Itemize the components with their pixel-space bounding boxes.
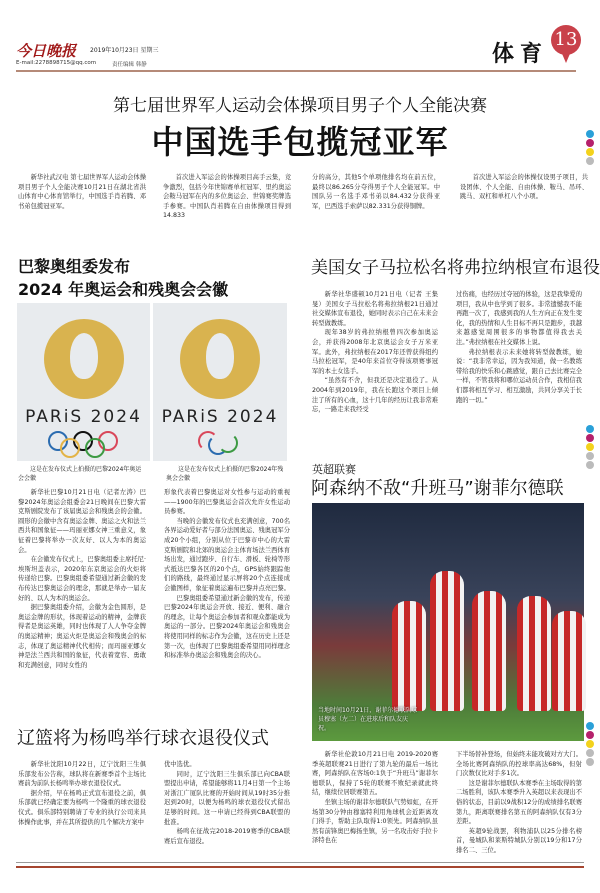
marathon-col-2: 过伤痛，也经历过夺冠的体验，这是我挚爱的项目，我从中也学到了很多。非常遗憾我不能再跑一次了，我感到我的人生方向正在发生变化，我的热情和人生目标不再只是跑步，我越来越感觉周围很多的事物都值得我去关注。”弗拉纳根在社交媒体上说。 弗拉纳根表示未来她将转型做教练，她说：“我非常幸运，因为我知道，做一名教练带给我的快乐和心跳感觉，跟自己去比赛完全一样，不管我将和哪位运动员合作，我相信我们都将相互学习、相互激励，共同分享关于长跑的一切。” xyxy=(456,291,582,404)
page-number-pin-icon xyxy=(551,25,581,55)
match-photo xyxy=(312,503,584,741)
footer-rule-thin xyxy=(16,862,584,863)
header-rule xyxy=(16,70,576,72)
color-registration-dots-icon xyxy=(586,425,594,470)
olympic-rings-icon xyxy=(48,431,120,457)
caption-paralympic: 这是在发布仪式上拍摄的巴黎2024年残奥会会徽 xyxy=(166,466,284,482)
footer-rule xyxy=(16,866,584,868)
liaoning-headline: 辽篮将为杨鸣举行球衣退役仪式 xyxy=(17,728,269,749)
color-registration-dots-icon xyxy=(586,722,594,767)
marathon-col-1: 新华社华盛顿10月21日电（记者 王集旻）美国女子马拉松名将弗拉纳根21日通过社交媒体宣布退役，她同时表示自己在未来会转型做教练。 现年38岁的弗拉纳根曾四次参加奥运会，并获得2008年北京奥运会女子万米亚军。此外，弗拉纳根在2017年还曾获得纽约马拉松冠军，是40年来首位夺得该项赛事冠军的本土女选手。 “虽然有不舍，但我还是决定退役了。从2004年到2019年，我在长跑这个项目上倾注了所有的心血，这十几年的经历让我非常难忘，一路走来我经受 xyxy=(312,291,438,414)
epl-headline: 阿森纳不敌“升班马”谢菲尔德联 xyxy=(311,478,564,499)
page-number: 13 xyxy=(554,29,578,50)
lead-col-2: 首次进入军运会的体操项目高手云集，竞争激烈，包括今年世锦赛单杠冠军、里约奥运会鞍马冠军在内的多位奥运会、世锦赛奖牌选手参赛。中国队肖若腾在自由体操项目得到14.833 xyxy=(163,174,291,220)
marathon-headline: 美国女子马拉松名将弗拉纳根宣布退役 xyxy=(311,258,600,278)
photo-caption: 当地时间10月21日，谢菲尔德联队球员穆塞（左二）在进球后和队友庆祝。 xyxy=(318,707,418,732)
paralympic-agitos-icon xyxy=(184,431,256,457)
issue-date: 2019年10月23日 星期三 xyxy=(90,47,159,54)
epl-col-1: 新华社伦敦10月21日电 2019-2020赛季英超联赛21日进行了第九轮的最后一场比赛，阿森纳队在客场0:1负于“升班马”谢菲尔德联队，保持了5轮的联赛不败纪录就此终结，继续位居联赛第五。 坐镇主场的谢菲尔德联队气势如虹，在开场第30分钟由穆塞特利用角球机会近距离攻门得手，帮助主队取得1:0领先。阿森纳队虽然有前锋奥巴梅扬坐镇，另一名攻击好手拉卡泽特也在 xyxy=(312,751,438,845)
epl-kicker: 英超联赛 xyxy=(312,463,356,476)
paris-headline-2: 2024 年奥运会和残奥会会徽 xyxy=(18,280,229,299)
newspaper-logo: 今日晚报 xyxy=(16,42,77,60)
paralympic-emblem-image: PARiS 2024 xyxy=(153,303,287,461)
lead-headline: 中国选手包揽冠亚军 xyxy=(151,123,449,161)
paris-col-1: 新华社巴黎10月21日电（记者左涛）巴黎2024年奥运会组委会21日晚间在巴黎大雷克斯剧院发布了该届奥运会和残奥会的会徽。圆形的会徽中含有奥运金牌、奥运之火和法兰西共和国象征——玛丽亚娜女神三重意义，象征着巴黎将举办一次友好、以人为本的奥运会。 在会徽发布仪式上，巴黎奥组委主席托尼·埃斯坦盖表示，2020年东京奥运会的火炬将传递给巴黎。巴黎奥组委希望通过新会徽的发布传达巴黎奥运会的理念，那就是举办一届友好的、以人为本的奥运会。 据巴黎奥组委介绍，会徽为金色圆形，是奥运金牌的形状，体现着运动的精神，金牌获得者是奥运英雄，同时也体现了人人争夺金牌的奥运精神；奥运火炬是奥运会和残奥会的标志，体现了奥运精神代代相传；而玛丽亚娜女神是法兰西共和国的象征，代表着宽容、勇敢和充满创意，同时女性的 xyxy=(18,489,146,669)
section-title: 体育 xyxy=(492,41,549,67)
lead-col-4: 首次进入军运会的体操仅设男子项目，共设团体、个人全能、自由体操、鞍马、吊环、跳马、双杠和单杠八个小项。 xyxy=(460,174,588,201)
paris-headline-1: 巴黎奥组委发布 xyxy=(18,257,131,276)
email: E-mail:2278898715@qq.com xyxy=(16,60,97,66)
lead-col-1: 新华社武汉电 第七届世界军人运动会体操项目男子个人全能决赛10月21日在湖北省洪山体育中心体育馆举行，中国选手肖若腾、邓书弟包揽冠亚军。 xyxy=(18,174,146,210)
lead-subtitle: 第七届世界军人运动会体操项目男子个人全能决赛 xyxy=(113,96,487,116)
editor: 责任编辑 韩静 xyxy=(112,62,147,68)
lead-col-3: 分的高分，其他5个单项他排名均在前五位，最终以86.265分夺得男子个人全能冠军。中国队另一名选手邓书弟以84.432分获得亚军，巴西选手索萨以82.331分获得铜牌。 xyxy=(312,174,440,210)
paris-col-2: 形象代表着巴黎奥运对女性参与运动的重视——1900年的巴黎奥运会首次允许女性运动员参赛。 当晚的会徽发布仪式也充满创意，700名各界运动爱好者与部分法国奥运、残奥冠军分成20个小组，分别从位于巴黎市中心的大雷克斯剧院和北郊的奥运会主体育场法兰西体育场出发，通过跑步、自行车、滑板、轮椅等形式抵达巴黎各区的20个点，GPS始终跟踪他们的路线，最终通过显示屏将20个点连接成会徽图样，象征着奥运遍布巴黎并点亮巴黎。 巴黎奥组委希望通过新会徽的发布，传递巴黎2024年奥运会开放、接近、便利、融合的理念，让每个奥运会参加者和观众都能成为奥运的一部分。巴黎2024年奥运会和残奥会将使用同样的标志作为会徽，这在历史上还是第一次，也体现了巴黎奥组委希望用同样理念和标准举办奥运会和残奥会的决心。 xyxy=(164,489,290,660)
olympic-emblem-image: PARiS 2024 xyxy=(17,303,150,461)
caption-olympic: 这是在发布仪式上拍摄的巴黎2024年奥运会会徽 xyxy=(18,466,142,482)
liaoning-col-1: 新华社沈阳10月22日，辽宁沈阳三生俱乐部发布公告称，球队将在新赛季首个主场比赛前为前队长杨鸣举办球衣退役仪式。 据介绍，早在杨鸣正式宣布退役之前，俱乐部就已经确定要为杨鸣一个隆重的球衣退役仪式。俱乐部特别聘请了专业的执行公司来具体操作此事，并在其所提供的几个解决方案中 xyxy=(18,761,146,826)
epl-col-2: 下半场替补登场，但始终未能攻破对方大门。全场比赛阿森纳队的控球率高达68%，但射门次数仅比对手多1次。 这是谢菲尔德联队本赛季在主场取得的第二场胜利，该队本赛季升入英超以来表现出不俗的状态，目前以9战积12分的成绩排名联赛第九，距离联赛排名第五的阿森纳队仅有3分差距。 英超9轮战罢，利物浦队以25分排名榜首，曼城队和莱斯特城队分别以19分和17分排名二、三位。 xyxy=(456,751,582,854)
liaoning-col-2: 优中选优。 同时，辽宁沈阳三生俱乐部已向CBA联盟提出申请，希望能够将11月4日第一个主场对浙江广厦队比赛的开始时间从19时35分推迟到20时，以便为杨鸣的球衣退役仪式留出足够的时间。这一申请已经得到CBA联盟的批准。 杨鸣在征战完2018-2019赛季的CBA联赛后宣布退役。 xyxy=(164,761,290,845)
